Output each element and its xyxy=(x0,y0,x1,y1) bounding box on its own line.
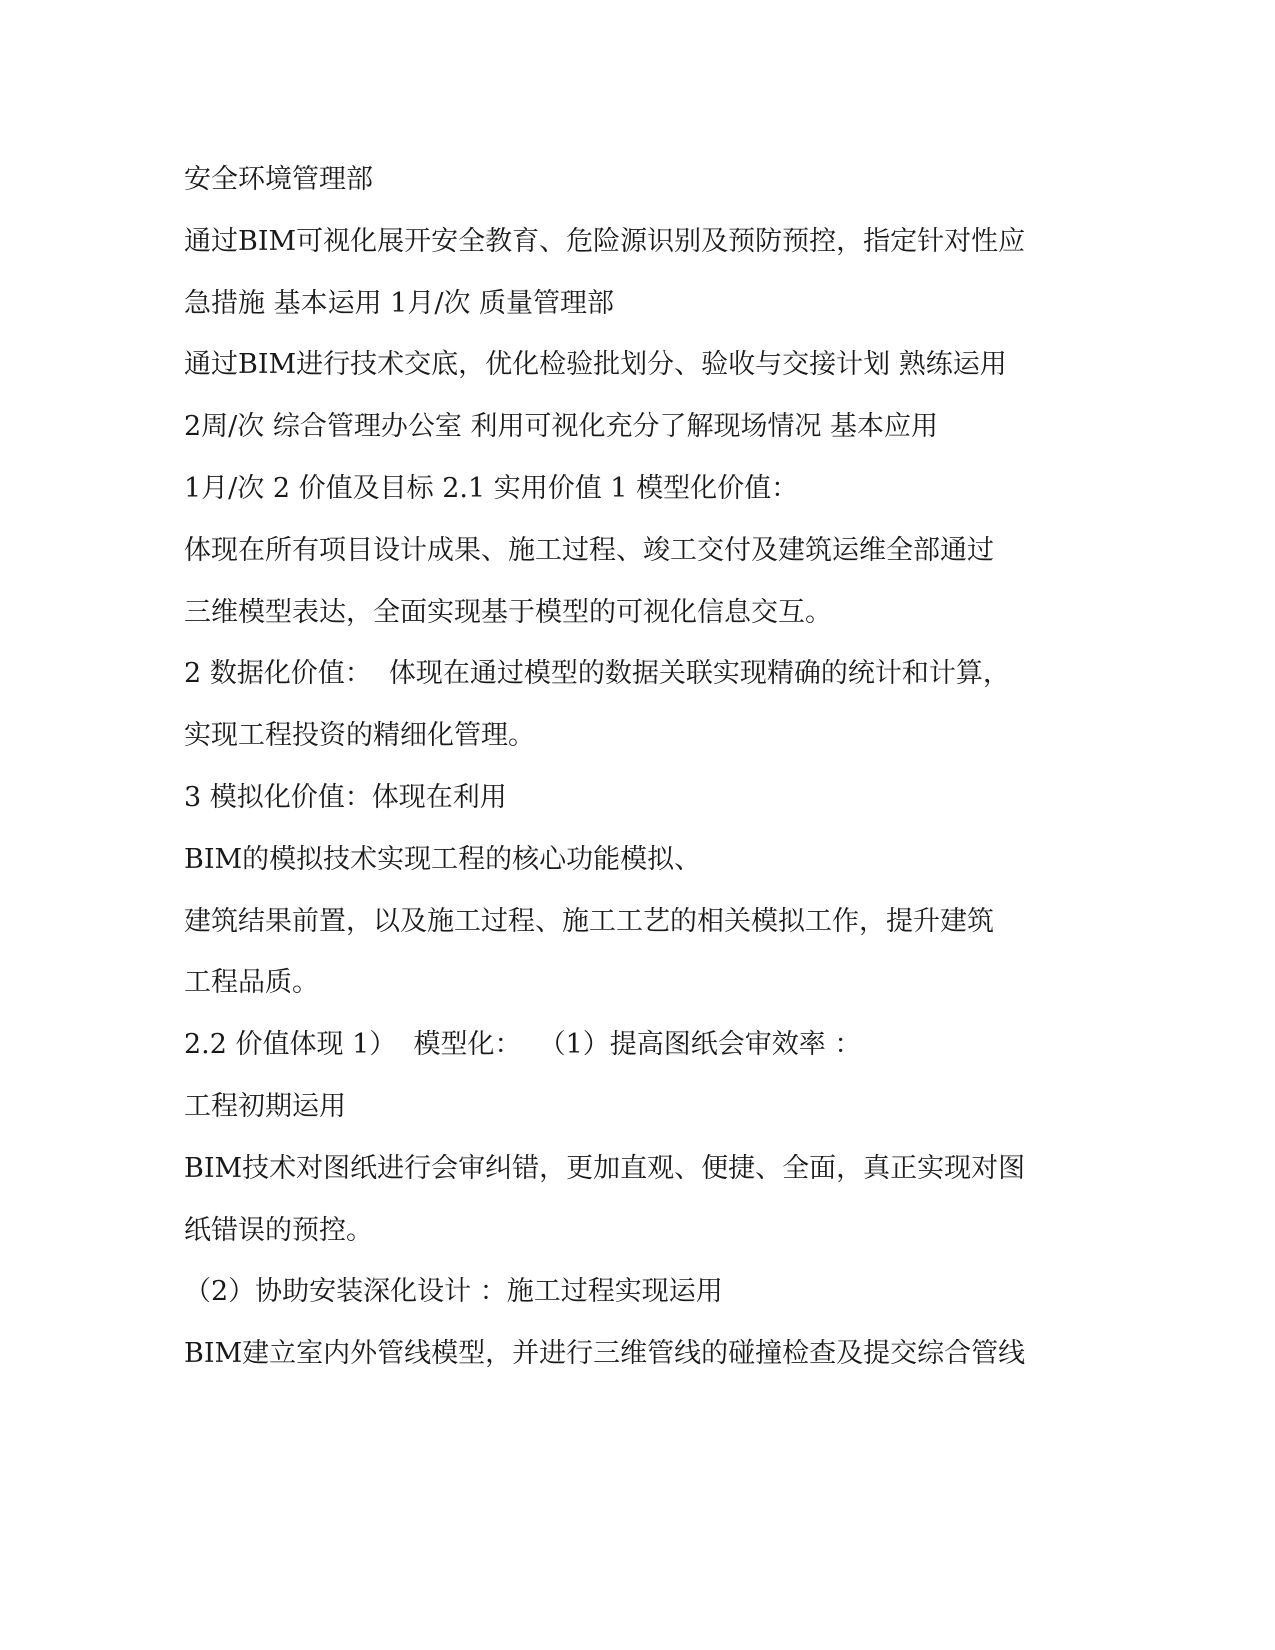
text-line: 3 模拟化价值：体现在利用 xyxy=(184,781,507,813)
text-line: （2）协助安装深化设计 ：施工过程实现运用 xyxy=(184,1276,723,1308)
text-line: 2.2 价值体现 1） 模型化： （1）提高图纸会审效率 ： xyxy=(184,1029,862,1061)
text-line: BIM建立室内外管线模型，并进行三维管线的碰撞检查及提交综合管线 xyxy=(184,1338,1026,1370)
text-line: 通过BIM可视化展开安全教育、危险源识别及预防预控，指定针对性应 xyxy=(184,225,1026,257)
text-line: 工程初期运用 xyxy=(184,1090,346,1122)
body-text xyxy=(184,152,1044,1388)
text-line: 通过BIM进行技术交底，优化检验批划分、验收与交接计划 熟练运用 xyxy=(184,349,1007,381)
text-line: 2 数据化价值： 体现在通过模型的数据关联实现精确的统计和计算， xyxy=(184,658,1010,690)
text-line: 急措施 基本运用 1月/次 质量管理部 xyxy=(184,287,615,319)
text-line: 工程品质。 xyxy=(184,967,319,999)
text-line: 体现在所有项目设计成果、施工过程、竣工交付及建筑运维全部通过 xyxy=(184,534,994,566)
text-line: 实现工程投资的精细化管理。 xyxy=(184,720,535,752)
text-line: 三维模型表达，全面实现基于模型的可视化信息交互。 xyxy=(184,596,832,628)
text-line: 1月/次 2 价值及目标 2.1 实用价值 1 模型化价值： xyxy=(184,472,799,504)
text-line: 2周/次 综合管理办公室 利用可视化充分了解现场情况 基本应用 xyxy=(184,411,939,443)
text-line: BIM的模拟技术实现工程的核心功能模拟、 xyxy=(184,843,702,875)
text-line: BIM技术对图纸进行会审纠错，更加直观、便捷、全面，真正实现对图 xyxy=(184,1152,1026,1184)
text-line: 安全环境管理部 xyxy=(184,164,373,195)
text-line: 纸错误的预控。 xyxy=(184,1214,373,1246)
text-line: 建筑结果前置，以及施工过程、施工工艺的相关模拟工作，提升建筑 xyxy=(184,905,994,937)
